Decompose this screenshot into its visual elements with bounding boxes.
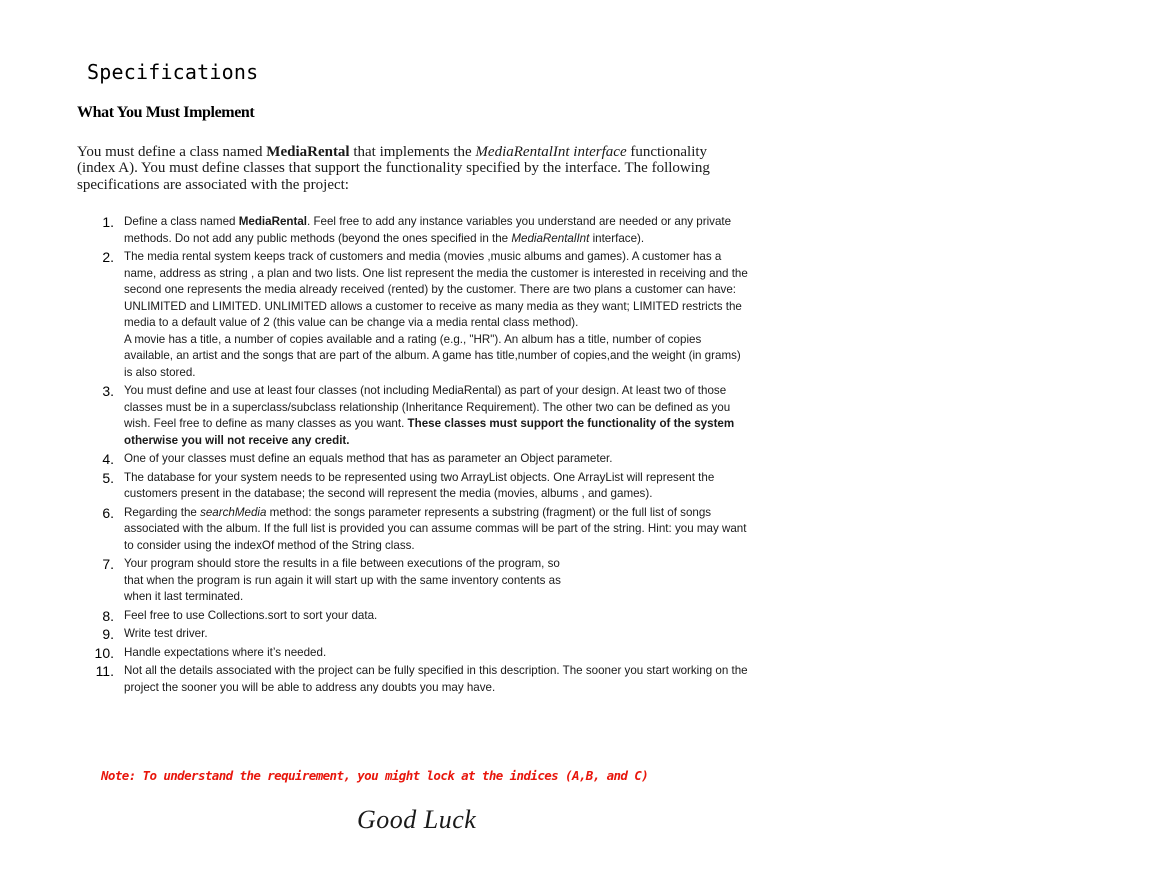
item-text: Define a class named (124, 215, 239, 228)
list-item (88, 383, 748, 449)
item-text: Write test driver. (124, 627, 208, 640)
list-item (88, 214, 748, 247)
item-italic-text: searchMedia (200, 505, 267, 519)
item-text: when it last terminated. (124, 590, 244, 603)
intro-text: functionality (index A). You must define classes that support the functionality specified by the interface. The following specifications are associated with the project: (77, 144, 710, 193)
item-bold-text: These classes must support the functionality of the system otherwise you will not receive any credit. (124, 417, 735, 447)
list-item (88, 505, 748, 555)
list-item (88, 663, 748, 696)
class-name-bold: MediaRental (266, 144, 350, 160)
item-text: You must define and use at least four classes (not including MediaRental) as part of your design. At least two of those classes must be in a superclass/subclass relationship (Inheritance Requirement). The other two can be defined as you wish. Feel free to define as many classes as you want. (124, 384, 731, 430)
list-item (88, 608, 748, 625)
page-title: Specifications (87, 60, 259, 84)
list-item (88, 645, 748, 662)
list-item (88, 556, 748, 606)
list-item (88, 470, 748, 503)
item-text: Handle expectations where it’s needed. (124, 645, 327, 659)
item-text: that when the program is run again it will start up with the same inventory contents as (124, 573, 561, 587)
item-text: Not all the details associated with the project can be fully specified in this description. The sooner you start working on the project the sooner you will be able to address any doubts you may have. (124, 664, 748, 694)
closing-text: Good Luck (357, 805, 477, 834)
item-italic-text: MediaRentalInt (511, 231, 590, 245)
item-number: 2. (102, 249, 114, 265)
intro-text: that implements the (349, 144, 476, 160)
intro-text: You must define a class named (77, 144, 267, 160)
list-item (88, 249, 748, 381)
item-text: Regarding the (124, 505, 201, 519)
note-text: Note: To understand the requirement, you might lock at the indices (A,B, and C) (101, 768, 649, 783)
item-text: . Feel free to add any instance variables you understand are needed or any private methods. Do not add any public methods (beyond the ones specified in the (124, 215, 732, 245)
section-heading: What You Must Implement (77, 104, 255, 121)
item-number: 11. (95, 663, 114, 679)
spec-list (88, 214, 748, 696)
item-number: 7. (102, 556, 114, 572)
item-number: 3. (102, 383, 114, 399)
item-text: Feel free to use Collections.sort to sort your data. (124, 608, 378, 622)
item-number: 1. (102, 214, 114, 230)
item-number: 8. (102, 607, 114, 624)
item-text: One of your classes must define an equals method that has as parameter an Object parameter. (124, 452, 613, 465)
item-text: interface). (589, 231, 645, 245)
item-number: 4. (102, 451, 114, 467)
intro-paragraph (77, 144, 717, 193)
item-text: The database for your system needs to be represented using two ArrayList objects. One ArrayList will represent the customers present in the database; the second will represent the media (movies, albums , and games). (124, 470, 715, 500)
item-text: The media rental system keeps track of customers and media (movies ,music albums and games). A customer has a name, address as string , a plan and two lists. One list represent the media the customer is interested in receiving and the second one represents the media already received (rented) by the customer. There are two plans a customer can have: UNLIMITED and LIMITED. UNLIMITED allows a customer to receive as many media as they want; LIMITED restricts the media to a default value of 2 (this value can be change via a media rental class method). (124, 250, 748, 329)
item-text: Your program should store the results in a file between executions of the program, so (124, 557, 560, 570)
item-text: method: the songs parameter represents a substring (fragment) or the full list of songs associated with the album. If the full list is provided you can assume commas will be part of the string. Hint: you may want to consider using the indexOf method of the String class. (124, 505, 747, 552)
list-item (88, 451, 748, 468)
item-text: A movie has a title, a number of copies available and a rating (e.g., "HR"). An album has a title, number of copies available, an artist and the songs that are part of the album. A game has title,number of copies,and the weight (in grams) is also stored. (124, 332, 741, 379)
item-number: 5. (102, 469, 114, 486)
interface-name-italic: MediaRentalInt interface (475, 144, 627, 160)
item-number: 6. (102, 504, 114, 521)
item-number: 10. (94, 644, 114, 661)
list-item (88, 626, 748, 643)
item-number: 9. (102, 626, 114, 642)
item-bold-text: MediaRental (238, 215, 308, 228)
